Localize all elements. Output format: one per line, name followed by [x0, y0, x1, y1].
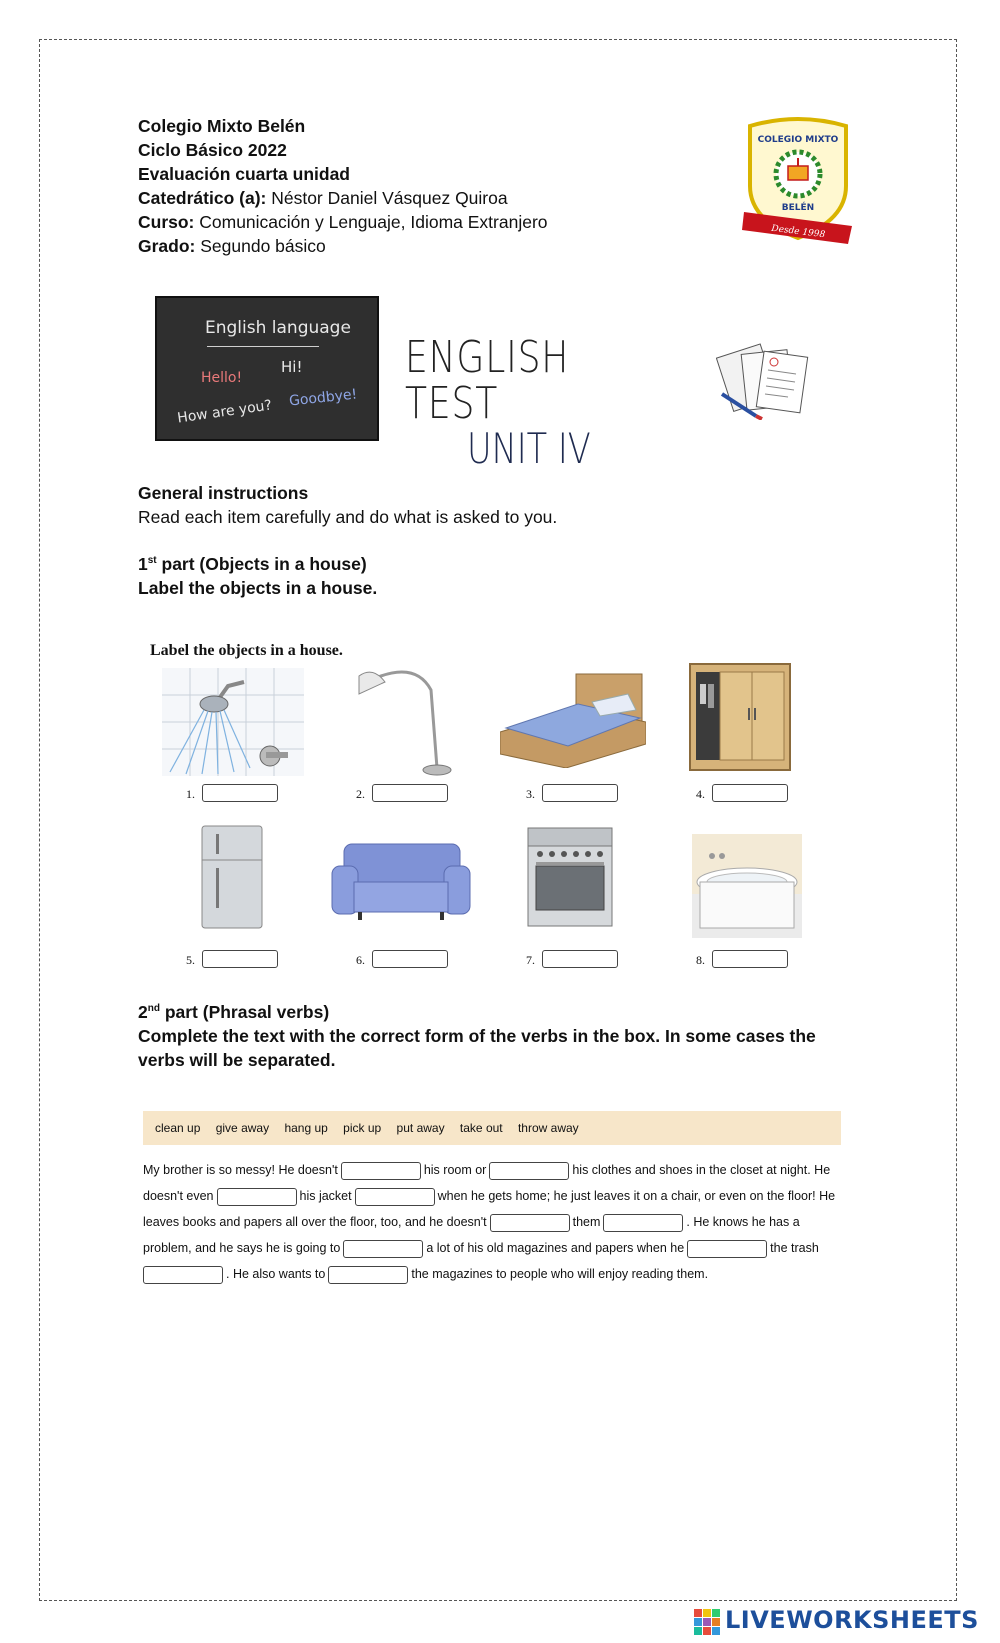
verb-item: hang up: [284, 1121, 328, 1135]
chalkboard-how: How are you?: [176, 397, 273, 427]
story-fragment: his room or: [423, 1163, 487, 1177]
verb-item: put away: [396, 1121, 445, 1135]
general-instructions: [138, 481, 557, 529]
answer-input-3[interactable]: [542, 784, 618, 802]
item-number-5: 5.: [186, 953, 195, 967]
test-title: [405, 332, 705, 473]
grade-label: Grado:: [138, 236, 196, 256]
school-logo-icon: [742, 116, 854, 248]
liveworksheets-text: LIVEWORKSHEETS: [725, 1606, 979, 1634]
liveworksheets-logo-icon: [693, 1608, 721, 1636]
part2-heading: [138, 1000, 816, 1024]
bed-image: [500, 672, 646, 768]
verb-item: give away: [215, 1121, 270, 1135]
logo-ribbon-text: Desde 1998: [770, 223, 826, 241]
sofa-image: [330, 838, 472, 924]
answer-input-4[interactable]: [712, 784, 788, 802]
item-number-1: 1.: [186, 787, 195, 801]
story-text: [143, 1157, 853, 1287]
logo-top-text: COLEGIO MIXTO: [757, 135, 839, 145]
answer-input-7[interactable]: [542, 950, 618, 968]
part2-instruction-2: verbs will be separated.: [138, 1050, 336, 1070]
story-fragment: . He also wants to: [226, 1267, 326, 1281]
instructions-heading: General instructions: [138, 483, 309, 503]
evaluation-title: Evaluación cuarta unidad: [138, 164, 350, 184]
part2-heading-block: [138, 1000, 816, 1072]
verb-item: throw away: [517, 1121, 579, 1135]
answer-input-8[interactable]: [712, 950, 788, 968]
story-line: [143, 1235, 853, 1261]
story-fragment: doesn't even: [143, 1189, 214, 1203]
logo-bottom-text: BELÉN: [781, 203, 815, 213]
school-name: Colegio Mixto Belén: [138, 116, 306, 136]
item-number-2: 2.: [356, 787, 365, 801]
part1-subheading: Label the objects in a house.: [138, 578, 378, 598]
chalkboard-goodbye: Goodbye!: [288, 386, 358, 410]
part2-heading-sup: nd: [147, 1003, 160, 1015]
papers-icon: [716, 340, 812, 420]
exercise1-title: Label the objects in a house.: [150, 642, 343, 659]
test-title-line2: UNIT IV: [467, 424, 591, 473]
story-line: [143, 1261, 853, 1287]
story-line: [143, 1157, 853, 1183]
answer-input-5[interactable]: [202, 950, 278, 968]
lamp-image: [345, 660, 455, 778]
story-line: [143, 1183, 853, 1209]
story-fragment: . He knows he has a: [686, 1215, 800, 1229]
bathtub-image: [692, 834, 802, 938]
teacher-value: Néstor Daniel Vásquez Quiroa: [266, 188, 508, 208]
header-block: [138, 114, 548, 258]
gap-input-9[interactable]: [143, 1266, 223, 1284]
item-number-7: 7.: [526, 953, 535, 967]
gap-input-1[interactable]: [341, 1162, 421, 1180]
story-fragment: My brother is so messy! He doesn't: [143, 1163, 338, 1177]
story-fragment: them: [572, 1215, 601, 1229]
story-fragment: the trash: [770, 1241, 819, 1255]
part1-heading-block: [138, 552, 377, 600]
school-cycle: Ciclo Básico 2022: [138, 140, 287, 160]
fridge-image: [196, 824, 268, 930]
item-number-4: 4.: [696, 787, 705, 801]
page-frame: [39, 39, 957, 1601]
gap-input-2[interactable]: [489, 1162, 569, 1180]
teacher-label: Catedrático (a):: [138, 188, 267, 208]
answer-input-2[interactable]: [372, 784, 448, 802]
verb-item: clean up: [155, 1121, 201, 1135]
part2-heading-prefix: 2: [138, 1002, 148, 1022]
gap-input-5[interactable]: [490, 1214, 570, 1232]
part1-heading-prefix: 1: [138, 554, 148, 574]
verb-box: [143, 1111, 841, 1145]
gap-input-6[interactable]: [603, 1214, 683, 1232]
story-fragment: leaves books and papers all over the floor, too, and he doesn't: [143, 1215, 487, 1229]
course-label: Curso:: [138, 212, 195, 232]
test-title-line1: ENGLISH TEST: [405, 332, 570, 429]
gap-input-10[interactable]: [328, 1266, 408, 1284]
answer-input-1[interactable]: [202, 784, 278, 802]
verb-item: take out: [459, 1121, 503, 1135]
gap-input-3[interactable]: [217, 1188, 297, 1206]
part1-heading-sup: st: [147, 555, 157, 567]
part1-heading: [138, 552, 377, 576]
cooker-image: [524, 826, 616, 930]
part2-instruction-1: Complete the text with the correct form of the verbs in the box. In some cases the: [138, 1026, 816, 1046]
part1-heading-rest: part (Objects in a house): [156, 554, 367, 574]
instructions-text: Read each item carefully and do what is asked to you.: [138, 507, 558, 527]
item-number-3: 3.: [526, 787, 535, 801]
story-fragment: the magazines to people who will enjoy reading them.: [411, 1267, 709, 1281]
part2-heading-rest: part (Phrasal verbs): [159, 1002, 330, 1022]
item-number-8: 8.: [696, 953, 705, 967]
shower-image: [162, 668, 304, 776]
item-number-6: 6.: [356, 953, 365, 967]
chalkboard-hi: Hi!: [281, 358, 303, 376]
answer-input-6[interactable]: [372, 950, 448, 968]
gap-input-4[interactable]: [355, 1188, 435, 1206]
gap-input-7[interactable]: [343, 1240, 423, 1258]
story-fragment: his jacket: [299, 1189, 352, 1203]
grade-value: Segundo básico: [195, 236, 326, 256]
story-fragment: a lot of his old magazines and papers when he: [426, 1241, 685, 1255]
story-fragment: his clothes and shoes in the closet at night. He: [572, 1163, 831, 1177]
chalkboard-hello: Hello!: [201, 370, 243, 386]
gap-input-8[interactable]: [687, 1240, 767, 1258]
chalkboard-title: English language: [205, 318, 351, 338]
story-fragment: problem, and he says he is going to: [143, 1241, 341, 1255]
story-fragment: when he gets home; he just leaves it on a chair, or even on the floor! He: [437, 1189, 836, 1203]
verb-item: pick up: [343, 1121, 382, 1135]
course-value: Comunicación y Lenguaje, Idioma Extranjero: [194, 212, 548, 232]
chalkboard-image: [155, 296, 379, 441]
story-line: [143, 1209, 853, 1235]
wardrobe-image: [688, 662, 792, 772]
